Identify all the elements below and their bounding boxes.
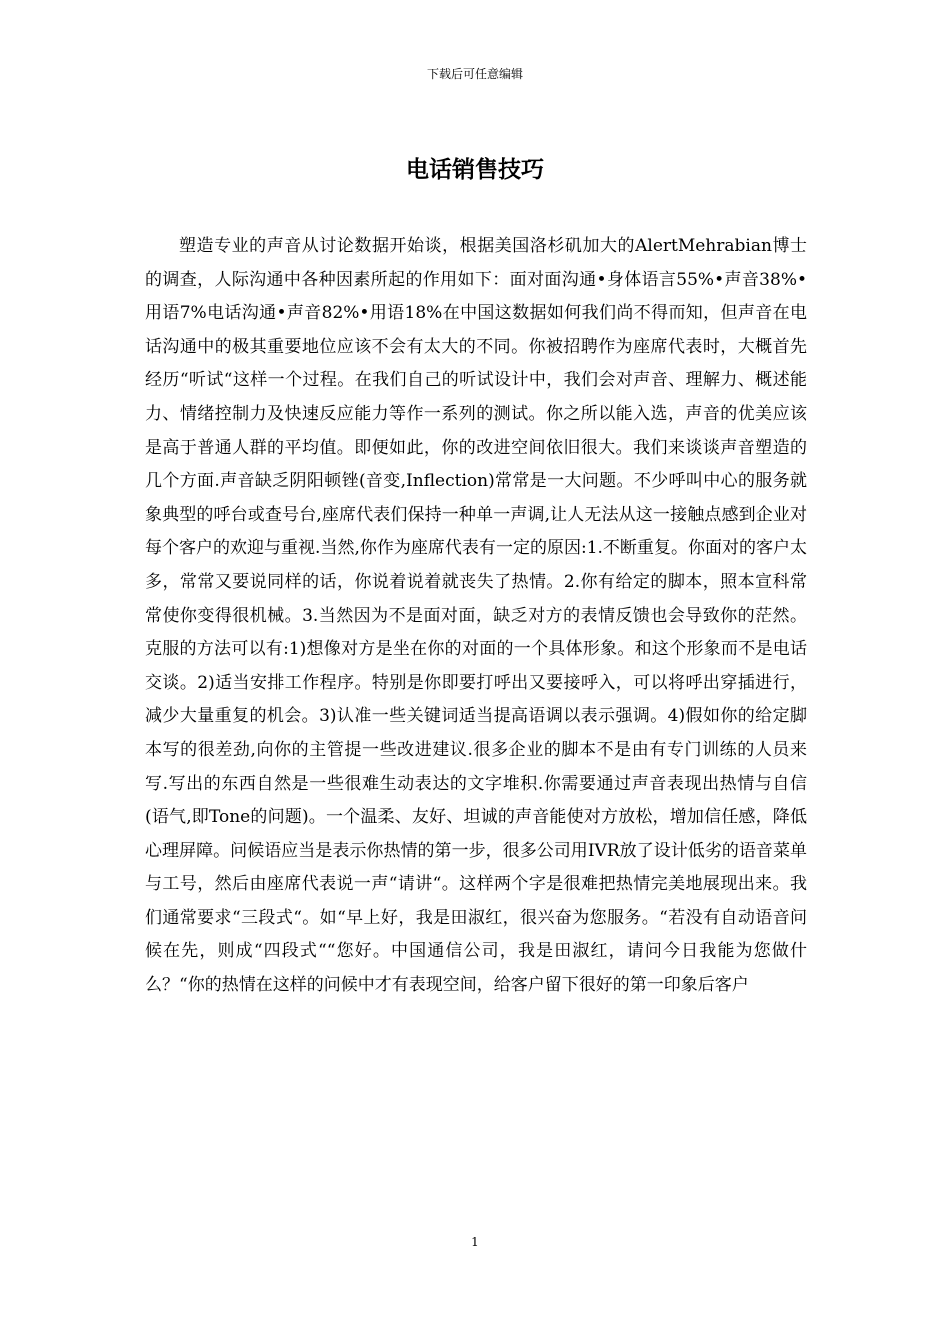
- page-header: 下载后可任意编辑: [426, 67, 523, 81]
- document-title: 电话销售技巧: [406, 156, 544, 183]
- page-number: 1: [471, 1235, 479, 1249]
- body-paragraph: 塑造专业的声音从讨论数据开始谈，根据美国洛杉矶加大的AlertMehrabian博士的调查，人际沟通中各种因素所起的作用如下：面对面沟通•身体语言55%•声音38%•用语7%电话沟通•声音82%•用语18%在中国这数据如何我们尚不得而知，但声音在电话沟通中的极其重要地位应该不会有太大的不同。你被招聘作为座席代表时，大概首先经历“听试“这样一个过程。在我们自己的听试设计中，我们会对声音、理解力、概述能力、情绪控制力及快速反应能力等作一系列的测试。你之所以能入选，声音的优美应该是高于普通人群的平均值。即便如此，你的改进空间依旧很大。我们来谈谈声音塑造的几个方面.声音缺乏阴阳顿锉(音变,Inflection)常常是一大问题。不少呼叫中心的服务就象典型的呼台或查号台,座席代表们保持一种单一声调,让人无法从这一接触点感到企业对每个客户的欢迎与重视.当然,你作为座席代表有一定的原因:1.不断重复。你面对的客户太多，常常又要说同样的话，你说着说着就丧失了热情。2.你有给定的脚本，照本宣科常常使你变得很机械。3.当然因为不是面对面，缺乏对方的表情反馈也会导致你的茫然。克服的方法可以有:1)想像对方是坐在你的对面的一个具体形象。和这个形象而不是电话交谈。2)适当安排工作程序。特别是你即要打呼出又要接呼入，可以将呼出穿插进行，减少大量重复的机会。3)认准一些关键词适当提高语调以表示强调。4)假如你的给定脚本写的很差劲,向你的主管提一些改进建议.很多企业的脚本不是由有专门训练的人员来写.写出的东西自然是一些很难生动表达的文字堆积.你需要通过声音表现出热情与自信(语气,即Tone的问题)。一个温柔、友好、坦诚的声音能使对方放松，增加信任感，降低心理屏障。问候语应当是表示你热情的第一步，很多公司用IVR放了设计低劣的语音菜单与工号，然后由座席代表说一声“请讲“。这样两个字是很难把热情完美地展现出来。我们通常要求“三段式“。如“早上好，我是田淑红，很兴奋为您服务。“若没有自动语音问候在先，则成“四段式““您好。中国通信公司，我是田淑红，请问今日我能为您做什么？“你的热情在这样的问候中才有表现空间，给客户留下很好的第一印象后客户: [145, 236, 807, 996]
